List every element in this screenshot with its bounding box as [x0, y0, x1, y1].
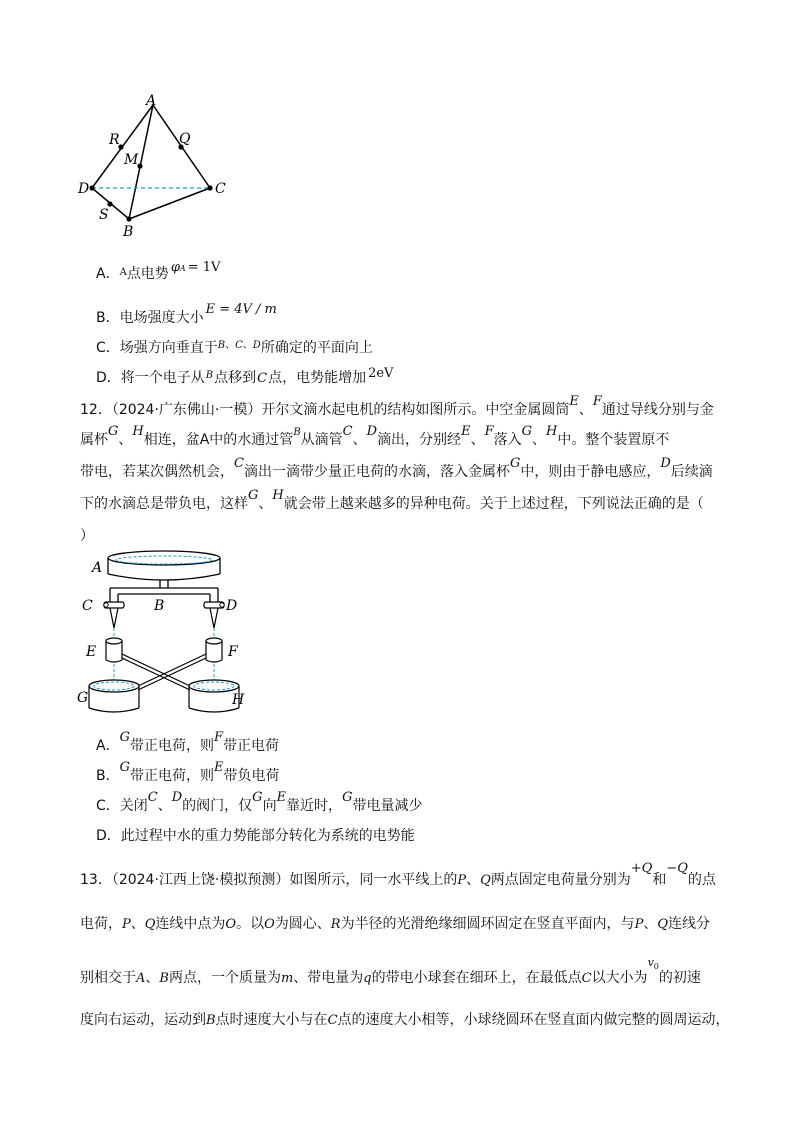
option-prefix: A． — [96, 266, 120, 282]
math-var: E — [276, 790, 287, 805]
label-S: S — [99, 207, 109, 223]
stem-text: 中。整个装置原不 — [557, 432, 670, 448]
math-var: G — [342, 790, 353, 805]
stem-text: 的初速 — [658, 970, 701, 986]
math-var: D — [252, 340, 261, 351]
stem-text: 、带电量为 — [293, 970, 364, 986]
math-charge-negative: −Q — [666, 861, 688, 876]
math-var: G — [521, 424, 532, 439]
math-var: B — [293, 427, 301, 438]
q12-option-a — [96, 730, 279, 757]
q12-stem-line4 — [80, 488, 704, 515]
math-value: 2eV — [368, 366, 394, 381]
math-var: F — [484, 424, 494, 439]
q11-option-b — [96, 302, 277, 329]
separator: 、 — [225, 340, 236, 351]
q13-stem-line4 — [80, 1010, 730, 1031]
math-var: Q — [144, 917, 156, 932]
option-text: 点，电势能增加 — [268, 370, 367, 386]
stem-text: 滴出，分别经 — [377, 432, 462, 448]
option-text: 带电量减少 — [352, 798, 423, 814]
separator: 、 — [531, 432, 546, 448]
option-text: D．将一个电子从 — [96, 370, 205, 386]
separator: 、 — [578, 402, 593, 418]
option-text: 所确定的平面向上 — [260, 340, 373, 356]
stem-text: 通过导线分别与金 — [601, 402, 714, 418]
stem-text: 度向右运动，运动到 — [80, 1012, 206, 1028]
stem-text: 的点 — [687, 872, 716, 888]
point-B — [126, 216, 131, 221]
math-var: B — [205, 370, 214, 381]
math-var: G — [509, 456, 521, 471]
math-v0 — [648, 954, 659, 970]
math-var: O — [225, 917, 237, 932]
stem-text: ） — [80, 528, 94, 544]
math-var: C — [147, 790, 158, 805]
q13-stem-line2 — [80, 914, 710, 935]
math-var: B — [217, 340, 226, 351]
q11-option-c — [96, 338, 373, 360]
tetrahedron-diagram — [80, 88, 240, 238]
stem-text: 别相交于 — [80, 970, 136, 986]
math-var: G — [119, 730, 130, 745]
math-sub: 0 — [653, 962, 659, 971]
math-var: H — [272, 488, 284, 503]
option-text: 的阀门，仅 — [182, 798, 253, 814]
q11-option-a — [96, 260, 221, 286]
q12-stem-line3 — [80, 456, 713, 483]
math-var: F — [213, 730, 223, 745]
math-var: E — [214, 760, 224, 775]
separator: 、 — [258, 496, 273, 512]
math-var: C — [235, 340, 243, 351]
stem-text: 两点固定电荷量分别为 — [490, 872, 631, 888]
math-expression: E = 4V / m — [205, 302, 277, 317]
stem-text: 从滴管 — [300, 432, 343, 448]
stem-text: 的带电小球套在细环上，在最低点 — [371, 970, 582, 986]
stem-text: 两点，一个质量为 — [168, 970, 281, 986]
separator: 、 — [470, 432, 485, 448]
label-G: G — [77, 690, 89, 706]
label-C: C — [82, 598, 93, 614]
stem-text: 为半径的光滑绝缘细圆环固定在竖直平面内，与 — [340, 916, 635, 932]
math-var: G — [119, 760, 130, 775]
label-Q: Q — [179, 131, 191, 147]
edge-BC — [129, 188, 210, 219]
stem-text: 就会带上越来越多的异种电荷。关于上述过程，下列说法正确的是（ — [283, 496, 704, 512]
stem-text: 和 — [652, 872, 667, 888]
stem-text: 下的水滴总是带负电，这样 — [80, 496, 248, 512]
separator: 、 — [643, 916, 658, 932]
stem-text: 为圆心、 — [274, 916, 331, 932]
option-text: C．场强方向垂直于 — [96, 340, 218, 356]
separator: 、 — [130, 916, 145, 932]
label-A: A — [146, 93, 157, 109]
separator: 、 — [352, 432, 367, 448]
math-var: m — [280, 971, 294, 986]
option-text: 带正电荷 — [223, 738, 279, 754]
label-H: H — [232, 692, 245, 708]
label-D: D — [78, 181, 90, 197]
math-var: D — [366, 424, 378, 439]
q12-option-d — [96, 826, 415, 846]
math-var: O — [264, 917, 275, 932]
q12-stem-line2 — [80, 424, 670, 452]
option-text: 带正电荷，则 — [130, 768, 214, 784]
tetrahedron-figure — [80, 88, 240, 238]
q13-stem-line3 — [80, 956, 701, 990]
option-text: B．电场强度大小 — [96, 310, 204, 326]
stem-text: 点的速度大小相等，小球绕圆环在竖直面内做完整的圆周运动， — [337, 1012, 730, 1028]
q12-stem-line1 — [80, 394, 714, 421]
stem-text: 相连，盆A中的水通过管 — [143, 432, 294, 448]
math-value: = 1V — [187, 260, 221, 275]
stem-text: 。以 — [236, 916, 265, 932]
math-var: C — [581, 971, 592, 986]
stem-text: 滴出一滴带少量正电荷的水滴，落入金属杯 — [243, 464, 510, 480]
kelvin-dropper-figure — [77, 548, 250, 718]
stem-text: 12．（2024·广东佛山·一模）开尔文滴水起电机的结构如图所示。中空金属圆筒 — [80, 402, 570, 418]
separator: 、 — [157, 798, 172, 814]
math-var: D — [660, 456, 671, 471]
point-D — [89, 185, 94, 190]
stem-text: 以大小为 — [591, 970, 648, 986]
option-text: 点移到 — [214, 370, 257, 386]
math-var: H — [545, 424, 558, 439]
point-S — [107, 201, 112, 206]
math-var: C — [327, 1013, 338, 1028]
q12-stem-line5 — [80, 526, 94, 546]
math-var: H — [132, 424, 144, 439]
option-prefix: A． — [96, 738, 120, 754]
math-var: C — [342, 424, 353, 439]
q12-option-b — [96, 760, 280, 787]
basin-water — [116, 556, 212, 564]
label-D: D — [226, 598, 238, 614]
stem-text: 属杯 — [80, 432, 108, 448]
math-var: G — [252, 790, 263, 805]
stem-text: 后续滴 — [670, 464, 713, 480]
math-sub: A — [179, 264, 186, 273]
math-var: B — [159, 971, 169, 986]
separator: 、 — [242, 340, 253, 351]
q12-option-c — [96, 790, 423, 817]
math-var: v — [647, 956, 654, 969]
label-M: M — [124, 152, 139, 168]
math-var: P — [122, 917, 131, 932]
math-var: B — [206, 1013, 216, 1028]
math-var: R — [330, 917, 341, 932]
math-var: Q — [480, 873, 491, 888]
q11-option-d — [96, 368, 393, 390]
option-text: 带负电荷 — [223, 768, 280, 784]
math-charge-positive: +Q — [630, 861, 653, 876]
label-C: C — [215, 181, 226, 197]
math-phi: φ — [170, 260, 180, 275]
stem-text: 连线分 — [667, 916, 710, 932]
option-text: C．关闭 — [96, 798, 148, 814]
math-var: A — [136, 971, 146, 986]
math-var: C — [234, 456, 244, 471]
option-text: D．此过程中水的重力势能部分转化为系统的电势能 — [96, 828, 415, 844]
math-var: A — [119, 267, 127, 278]
math-var: Q — [657, 917, 668, 932]
kelvin-dropper-diagram — [77, 548, 250, 718]
math-var: G — [248, 488, 259, 503]
stem-text: 13．（2024·江西上饶·模拟预测）如图所示，同一水平线上的 — [80, 872, 458, 888]
math-var: E — [461, 424, 471, 439]
label-A: A — [92, 560, 103, 576]
option-text: 向 — [262, 798, 277, 814]
label-E: E — [86, 644, 97, 660]
q13-stem-line1 — [80, 861, 716, 891]
separator: 、 — [145, 970, 160, 986]
math-var: C — [257, 371, 268, 386]
math-var: F — [592, 394, 602, 409]
cylinder-F-top — [206, 638, 222, 644]
option-text: 点电势 — [126, 266, 169, 282]
math-var: P — [634, 917, 644, 932]
math-var: G — [108, 424, 119, 439]
stem-text: 中，则由于静电感应， — [520, 464, 661, 480]
separator: 、 — [118, 432, 133, 448]
math-var: E — [569, 394, 579, 409]
label-B: B — [123, 224, 134, 240]
label-B: B — [154, 598, 165, 614]
stem-text: 落入 — [493, 432, 522, 448]
math-var: P — [457, 873, 467, 888]
option-text: 带正电荷，则 — [129, 738, 214, 754]
stem-text: 电荷， — [80, 916, 122, 932]
option-text: 靠近时， — [286, 798, 343, 814]
point-C — [207, 185, 212, 190]
stem-text: 点时速度大小与在 — [215, 1012, 328, 1028]
stem-text: 连线中点为 — [155, 916, 226, 932]
math-var: q — [363, 971, 372, 986]
separator: 、 — [466, 872, 481, 888]
option-prefix: B． — [96, 768, 120, 784]
cylinder-E-top — [106, 638, 122, 644]
stem-text: 带电，若某次偶然机会， — [80, 464, 234, 480]
label-R: R — [109, 132, 120, 148]
label-F: F — [228, 644, 238, 660]
math-var: D — [171, 790, 183, 805]
